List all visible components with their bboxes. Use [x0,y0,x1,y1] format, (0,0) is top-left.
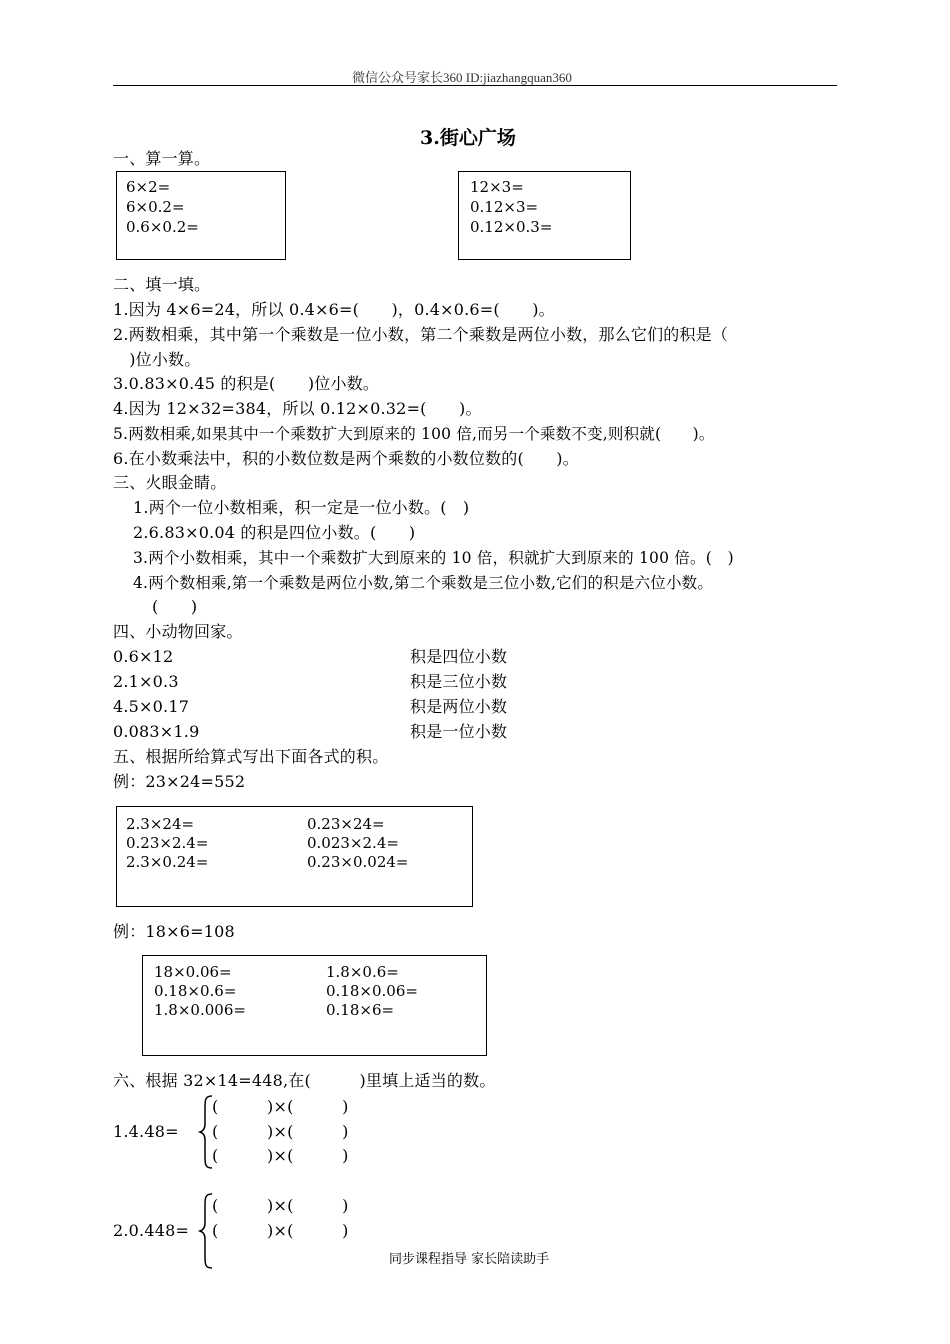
match-left: 4.5×0.17 [113,697,190,716]
calc-item: 0.18×6= [326,1001,395,1019]
fill-item-6: 6.在小数乘法中，积的小数位数是两个乘数的小数位数的( )。 [113,449,579,468]
fill-item-5: 5.两数相乘,如果其中一个乘数扩大到原来的 100 倍,而另一个乘数不变,则积就( )。 [113,425,715,443]
blank-pair-row[interactable]: ( )×( ) [212,1146,349,1165]
section1-box-left [116,171,286,260]
q1-label: 1.4.48= [113,1122,179,1141]
fill-item-4: 4.因为 12×32=384，所以 0.12×0.32=( )。 [113,399,482,418]
section2-heading: 二、填一填。 [113,275,211,294]
page-title: 3.街心广场 [420,127,516,149]
section4-heading: 四、小动物回家。 [113,622,243,641]
calc-item: 0.18×0.06= [326,982,418,1000]
blank-pair-row[interactable]: ( )×( ) [212,1196,349,1215]
example-2: 例：18×6=108 [113,922,235,941]
fill-item-3: 3.0.83×0.45 的积是( )位小数。 [113,374,380,393]
judge-item-2: 2.6.83×0.04 的积是四位小数。( ) [133,523,416,542]
judge-item-4: 4.两个数相乘,第一个乘数是两位小数,第二个乘数是三位小数,它们的积是六位小数。 [133,574,714,592]
judge-item-4-cont: ( ) [152,597,198,616]
section5-box-1 [116,806,473,907]
calc-item: 6×2= [126,178,171,196]
calc-item: 12×3= [470,178,524,196]
match-right: 积是四位小数 [410,647,508,666]
calc-item: 2.3×0.24= [126,853,209,871]
match-left: 0.6×12 [113,647,174,666]
calc-item: 0.023×2.4= [307,834,399,852]
calc-item: 0.23×0.024= [307,853,409,871]
section5-heading: 五、根据所给算式写出下面各式的积。 [113,747,389,766]
calc-item: 0.12×3= [470,198,539,216]
match-left: 2.1×0.3 [113,672,179,691]
q2-label: 2.0.448= [113,1221,190,1240]
section1-heading: 一、算一算。 [113,149,211,168]
header-rule [113,85,837,86]
calc-item: 0.12×0.3= [470,218,553,236]
judge-item-1: 1.两个一位小数相乘，积一定是一位小数。( ) [133,498,470,517]
match-left: 0.083×1.9 [113,722,200,741]
header-watermark: 微信公众号家长360 ID:jiazhangquan360 [352,70,572,85]
judge-item-3: 3.两个小数相乘，其中一个乘数扩大到原来的 10 倍，积就扩大到原来的 100 倍。( ) [133,549,734,567]
calc-item: 18×0.06= [154,963,232,981]
match-right: 积是两位小数 [410,697,508,716]
footer-text: 同步课程指导 家长陪读助手 [389,1252,550,1267]
fill-item-2: 2.两数相乘，其中第一个乘数是一位小数，第二个乘数是两位小数，那么它们的积是（ [113,325,729,344]
section6-heading: 六、根据 32×14=448,在( )里填上适当的数。 [113,1071,496,1090]
calc-item: 2.3×24= [126,815,195,833]
blank-pair-row[interactable]: ( )×( ) [212,1221,349,1240]
calc-item: 0.6×0.2= [126,218,199,236]
calc-item: 0.23×24= [307,815,385,833]
calc-item: 0.18×0.6= [154,982,237,1000]
fill-item-2-cont: )位小数。 [113,350,201,369]
section1-box-right [458,171,631,260]
calc-item: 6×0.2= [126,198,185,216]
calc-item: 1.8×0.6= [326,963,399,981]
blank-pair-row[interactable]: ( )×( ) [212,1122,349,1141]
section3-heading: 三、火眼金睛。 [113,473,227,492]
match-right: 积是三位小数 [410,672,508,691]
blank-pair-row[interactable]: ( )×( ) [212,1097,349,1116]
match-right: 积是一位小数 [410,722,508,741]
section5-box-2 [142,955,487,1056]
example-1: 例：23×24=552 [113,772,246,791]
calc-item: 1.8×0.006= [154,1001,246,1019]
calc-item: 0.23×2.4= [126,834,209,852]
fill-item-1: 1.因为 4×6=24，所以 0.4×6=( )，0.4×0.6=( )。 [113,300,555,319]
